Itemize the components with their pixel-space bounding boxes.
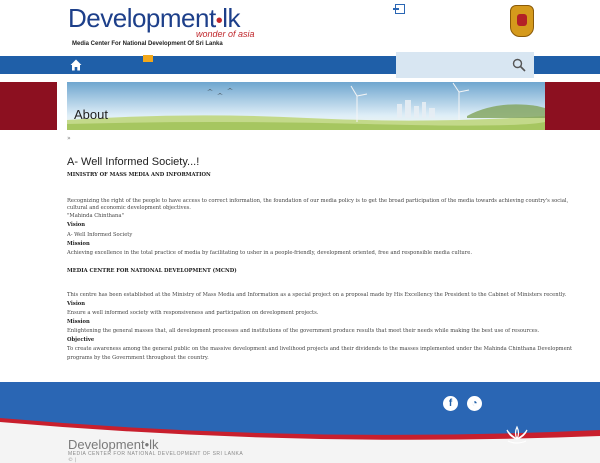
page-banner <box>67 82 545 130</box>
nav-active-marker <box>143 55 153 62</box>
logo-tagline: wonder of asia <box>196 29 255 39</box>
site-subtitle: Media Center For National Development Of Sri Lanka <box>72 41 223 47</box>
logo-dot: • <box>215 10 223 32</box>
objective-text-line2: programs by the Government throughout the country. <box>67 355 209 361</box>
footer-logo[interactable]: Development•lk <box>68 437 159 452</box>
breadcrumb[interactable]: » <box>67 135 71 142</box>
search-icon[interactable] <box>512 58 526 72</box>
facebook-icon[interactable]: f <box>443 396 458 411</box>
vision-text: A- Well Informed Society <box>67 232 133 238</box>
banner-title: About <box>74 107 108 122</box>
mission-text: Achieving excellence in the total practice of media by facilitating to usher in a people-friendly, development oriented, free and responsible media culture. <box>67 250 472 256</box>
mcnd-mission-text: Enlightening the general masses that, all development processes and institutions of the government produce results that meet their needs while making the best use of resources. <box>67 328 540 334</box>
banner-side-panel-left <box>0 82 57 130</box>
footer-subtitle: MEDIA CENTER FOR NATIONAL DEVELOPMENT OF SRI LANKA <box>68 451 244 457</box>
objective-text-line1: To create awareness among the general public on the massive development and livelihood projects and their dividends to the masses implemented under the Mahinda Chinthana Development <box>67 346 573 352</box>
rss-icon[interactable]: ◔ <box>467 396 482 411</box>
logo-suffix: lk <box>222 3 240 33</box>
banner-landscape-image <box>67 82 545 130</box>
vision-label: Vision <box>67 222 86 228</box>
login-icon[interactable] <box>395 4 405 14</box>
mcnd-intro-text: This centre has been established at the Ministry of Mass Media and Information as a special project on a proposal made by His Excellency the President to the Cabinet of Ministers recently. <box>67 292 567 298</box>
intro-text-line1: Recognizing the right of the people to have access to correct information, the foundation of our media policy is to get the broad participation of the media towards achieving country's social, <box>67 198 569 204</box>
home-icon[interactable] <box>70 59 82 71</box>
banner-side-panel-right <box>545 82 600 130</box>
mcnd-vision-label: Vision <box>67 301 86 307</box>
logo-main-text: Development <box>68 3 216 33</box>
mcnd-mission-label: Mission <box>67 319 90 325</box>
mahinda-chinthana-quote: "Mahinda Chinthana" <box>67 213 124 219</box>
mcnd-vision-text: Ensure a well informed society with responsiveness and participation on development projects. <box>67 310 319 316</box>
mission-label: Mission <box>67 241 90 247</box>
intro-text-line2: cultural and economic development objectives. <box>67 205 191 211</box>
lotus-icon <box>505 425 529 445</box>
objective-label: Objective <box>67 337 95 343</box>
footer-copyright: © | <box>68 457 77 463</box>
mcnd-heading: MEDIA CENTRE FOR NATIONAL DEVELOPMENT (MCND) <box>67 268 237 274</box>
national-emblem-icon <box>510 5 534 37</box>
page-title: A- Well Informed Society...! <box>67 156 200 168</box>
ministry-heading: MINISTRY OF MASS MEDIA AND INFORMATION <box>67 172 211 178</box>
